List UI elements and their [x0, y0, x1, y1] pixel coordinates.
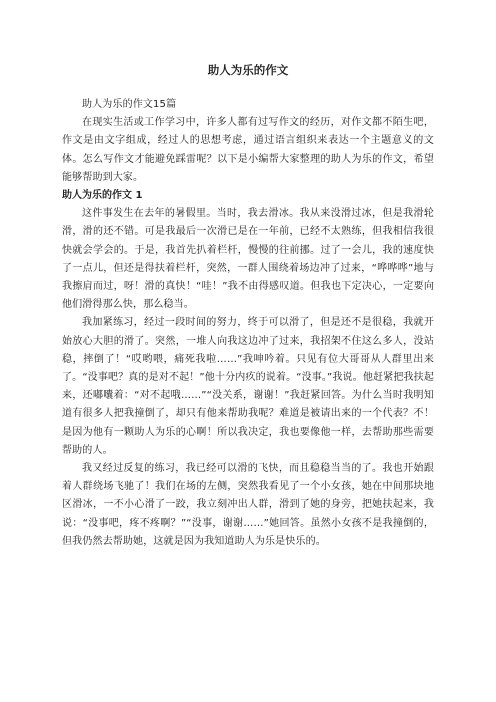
document-title: 助人为乐的作文 [207, 63, 289, 77]
section-heading: 助人为乐的作文 1 [62, 190, 143, 202]
body-paragraph: 我又经过反复的练习，我已经可以滑的飞快，而且稳稳当当的了。我也开始跟着人群绕场飞驰了！我们在场的左侧，突然我看见了一个小女孩，她在中间那块地区滑冰，一不小心滑了一跤，我立刻冲出人群，滑到了她的身旁，把她扶起来，我说：“没事吧，疼不疼啊？”“没事，谢谢……”她回答。虽然小女孩不是我撞倒的，但我仍然去帮助她，这就是因为我知道助人为乐是快乐的。 [62, 463, 434, 547]
body-paragraph: 我加紧练习，经过一段时间的努力，终于可以滑了，但是还不是很稳，我就开始放心大胆的滑了。突然，一堆人向我这边冲了过来，我招架不住这么多人，没站稳，摔倒了！“哎哟喂，痛死我啦……”我呻吟着。只见有位大哥哥从人群里出来了。“没事吧？真的是对不起！”他十分内疚的说着。“没事。”我说。他赶紧把我扶起来，还嘟囔着：“对不起哦……”“没关系，谢谢！”我赶紧回答。为什么当时我明知道有很多人把我撞倒了，却只有他来帮助我呢？难道是被请出来的一个代表？不！是因为他有一颗助人为乐的心啊！所以我决定，我也要像他一样，去帮助那些需要帮助的人。 [62, 317, 434, 456]
body-paragraph: 这件事发生在去年的暑假里。当时，我去滑冰。我从来没滑过冰，但是我滑轮滑，滑的还不错。可是我最后一次滑已是在一年前，已经不太熟练，但我相信我很快就会学会的。于是，我首先扒着栏杆，慢慢的往前挪。过了一会儿，我的速度快了一点儿，但还是得扶着栏杆，突然，一群人围绕着场边冲了过来，“哗哗哗”地与我擦肩而过，呀！滑的真快！“哇！”我不由得感叹道。但我也下定决心，一定要向他们滑得那么快，那么稳当。 [62, 208, 434, 311]
document-body [62, 96, 434, 551]
subtitle-line: 助人为乐的作文15篇 [82, 99, 177, 110]
intro-paragraph: 在现实生活或工作学习中，许多人都有过写作文的经历，对作文都不陌生吧，作文是由文字组成，经过人的思想考虑，通过语言组织来表达一个主题意义的文体。怎么写作文才能避免踩雷呢？以下是小编帮大家整理的助人为乐的作文，希望能够帮助到大家。 [62, 117, 434, 183]
